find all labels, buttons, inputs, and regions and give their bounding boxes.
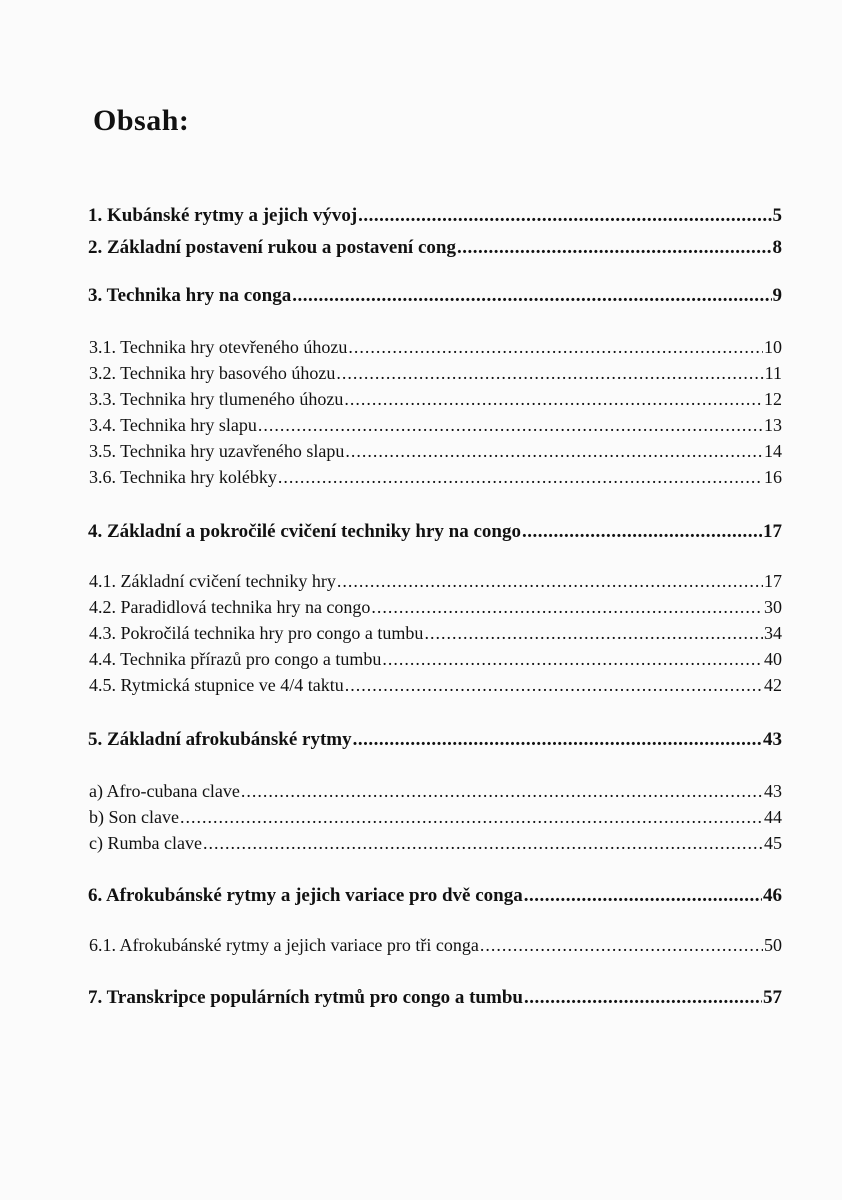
dot-leader — [524, 886, 762, 905]
dot-leader — [292, 286, 771, 305]
toc-entry-label: 4.3. Pokročilá technika hry pro congo a tumbu — [89, 623, 424, 643]
toc-entry — [88, 988, 782, 1007]
toc-entry — [89, 442, 782, 460]
dot-leader — [337, 572, 763, 590]
toc-entry — [89, 468, 782, 486]
toc-entry-label: 4. Základní a pokročilé cvičení techniky hry na congo — [88, 521, 521, 542]
toc-entry-label: a) Afro-cubana clave — [89, 781, 240, 801]
dot-leader — [524, 988, 762, 1007]
dot-leader — [522, 522, 762, 541]
toc-entry-label: 3.4. Technika hry slapu — [89, 415, 257, 435]
toc-entry — [89, 364, 782, 382]
dot-leader — [203, 834, 763, 852]
toc-entry-page: 40 — [764, 649, 782, 669]
toc-entry — [88, 522, 782, 541]
toc-entry-label: 3.3. Technika hry tlumeného úhozu — [89, 389, 344, 409]
toc-entry — [88, 730, 782, 749]
toc-entry-page: 50 — [764, 935, 782, 955]
toc-entry — [89, 650, 782, 668]
page-title: Obsah: — [93, 104, 190, 137]
toc-entry-label: 3.1. Technika hry otevřeného úhozu — [89, 337, 348, 357]
toc-entry-label: 7. Transkripce populárních rytmů pro congo a tumbu — [88, 987, 523, 1008]
toc-entry-label: 3.6. Technika hry kolébky — [89, 467, 277, 487]
toc-entry-label: 5. Základní afrokubánské rytmy — [88, 729, 352, 750]
toc-entry-page: 13 — [764, 415, 782, 435]
toc-entry-page: 14 — [764, 441, 782, 461]
dot-leader — [353, 730, 762, 749]
toc-entry-page: 45 — [764, 833, 782, 853]
dot-leader — [358, 206, 771, 225]
toc-entry — [89, 416, 782, 434]
toc-entry-page: 8 — [772, 237, 782, 258]
toc-entry — [88, 206, 782, 225]
toc-entry-label: 6.1. Afrokubánské rytmy a jejich variace pro tři conga — [89, 935, 479, 955]
toc-entry — [89, 808, 782, 826]
toc-entry-label: 4.1. Základní cvičení techniky hry — [89, 571, 336, 591]
toc-entry-page: 43 — [763, 729, 782, 750]
toc-entry-label: 3.2. Technika hry basového úhozu — [89, 363, 336, 383]
toc-entry-label: b) Son clave — [89, 807, 179, 827]
toc-entry — [88, 286, 782, 305]
toc-entry — [89, 624, 782, 642]
toc-entry-page: 42 — [764, 675, 782, 695]
toc-entry — [89, 834, 782, 852]
dot-leader — [345, 676, 763, 694]
toc-entry-label: 4.2. Paradidlová technika hry na congo — [89, 597, 371, 617]
toc-entry — [89, 598, 782, 616]
dot-leader — [180, 808, 763, 826]
toc-entry-label: 2. Základní postavení rukou a postavení cong — [88, 237, 456, 258]
toc-entry-page: 46 — [763, 885, 782, 906]
toc-entry-page: 44 — [764, 807, 782, 827]
toc-entry-page: 5 — [772, 205, 782, 226]
toc-entry-page: 57 — [763, 987, 782, 1008]
toc-entry-page: 30 — [764, 597, 782, 617]
dot-leader — [371, 598, 763, 616]
toc-entry-page: 43 — [764, 781, 782, 801]
toc-entry — [89, 676, 782, 694]
toc-entry-page: 11 — [764, 363, 782, 383]
toc-entry-page: 10 — [764, 337, 782, 357]
toc-entry-label: 3.5. Technika hry uzavřeného slapu — [89, 441, 345, 461]
toc-entry-label: 4.4. Technika přírazů pro congo a tumbu — [89, 649, 382, 669]
dot-leader — [344, 390, 763, 408]
toc-entry — [88, 238, 782, 257]
toc-entry-page: 34 — [764, 623, 782, 643]
toc-entry-page: 17 — [764, 571, 782, 591]
toc-entry — [89, 390, 782, 408]
dot-leader — [345, 442, 763, 460]
toc-entry-page: 16 — [764, 467, 782, 487]
toc-entry-label: 6. Afrokubánské rytmy a jejich variace pro dvě conga — [88, 885, 523, 906]
dot-leader — [241, 782, 763, 800]
toc-entry — [88, 886, 782, 905]
toc-entry-label: c) Rumba clave — [89, 833, 202, 853]
dot-leader — [258, 416, 763, 434]
dot-leader — [457, 238, 772, 257]
toc-entry-page: 17 — [763, 521, 782, 542]
toc-entry — [89, 338, 782, 356]
toc-entry — [89, 572, 782, 590]
dot-leader — [278, 468, 763, 486]
dot-leader — [480, 936, 763, 954]
toc-entry-page: 12 — [764, 389, 782, 409]
toc-entry-label: 4.5. Rytmická stupnice ve 4/4 taktu — [89, 675, 344, 695]
dot-leader — [382, 650, 763, 668]
toc-entry — [89, 782, 782, 800]
dot-leader — [348, 338, 763, 356]
toc-entry-page: 9 — [772, 285, 782, 306]
dot-leader — [424, 624, 763, 642]
toc-entry-label: 1. Kubánské rytmy a jejich vývoj — [88, 205, 358, 226]
toc-entry — [89, 936, 782, 954]
toc-entry-label: 3. Technika hry na conga — [88, 285, 292, 306]
dot-leader — [336, 364, 763, 382]
